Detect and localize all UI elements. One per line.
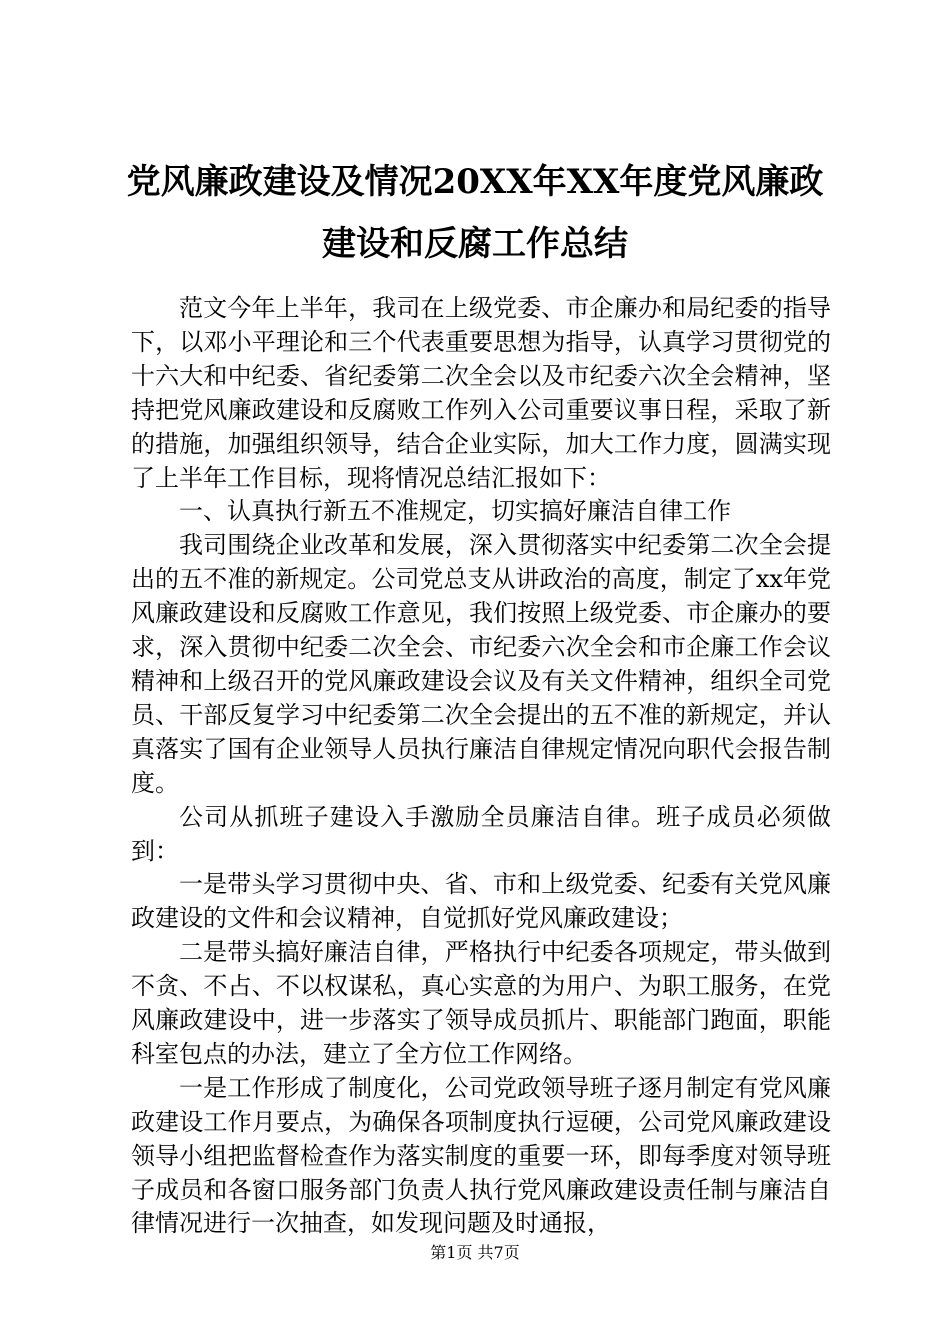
section-heading-1: 一、认真执行新五不准规定，切实搞好廉洁自律工作: [179, 497, 731, 526]
document-title-line-1: 党风廉政建设及情况20XX年XX年度党风廉政: [126, 162, 824, 202]
paragraph: 公司从抓班子建设入手激励全员廉洁自律。班子成员必须做到：: [131, 802, 831, 865]
document-title-line-2: 建设和反腐工作总结: [322, 224, 628, 264]
document-body: [131, 292, 831, 1241]
paragraph: 我司围绕企业改革和发展，深入贯彻落实中纪委第二次全会提出的五不准的新规定。公司党总支从讲政治的高度，制定了xx年党风廉政建设和反腐败工作意见，我们按照上级党委、市企廉办的要求，深入贯彻中纪委二次全会、市纪委六次全会和市企廉工作会议精神和上级召开的党风廉政建设会议及有关文件精神，组织全司党员、干部反复学习中纪委第二次全会提出的五不准的新规定，并认真落实了国有企业领导人员执行廉洁自律规定情况向职代会报告制度。: [131, 531, 831, 797]
paragraph: 一是带头学习贯彻中央、省、市和上级党委、纪委有关党风廉政建设的文件和会议精神，自觉抓好党风廉政建设；: [131, 870, 831, 933]
paragraph-intro: 范文今年上半年，我司在上级党委、市企廉办和局纪委的指导下，以邓小平理论和三个代表重要思想为指导，认真学习贯彻党的十六大和中纪委、省纪委第二次全会以及市纪委六次全会精神，坚持把党风廉政建设和反腐败工作列入公司重要议事日程，采取了新的措施，加强组织领导，结合企业实际，加大工作力度，圆满实现了上半年工作目标，现将情况总结汇报如下：: [131, 294, 831, 492]
page-number-footer: 第1页 共7页: [430, 1243, 520, 1262]
paragraph: 一是工作形成了制度化，公司党政领导班子逐月制定有党风廉政建设工作月要点，为确保各项制度执行逗硬，公司党风廉政建设领导小组把监督检查作为落实制度的重要一环，即每季度对领导班子成员和各窗口服务部门负责人执行党风廉政建设责任制与廉洁自律情况进行一次抽查，如发现问题及时通报，: [131, 1073, 831, 1238]
paragraph: 二是带头搞好廉洁自律，严格执行中纪委各项规定，带头做到不贪、不占、不以权谋私，真心实意的为用户、为职工服务，在党风廉政建设中，进一步落实了领导成员抓片、职能部门跑面，职能科室包点的办法，建立了全方位工作网络。: [131, 938, 831, 1068]
